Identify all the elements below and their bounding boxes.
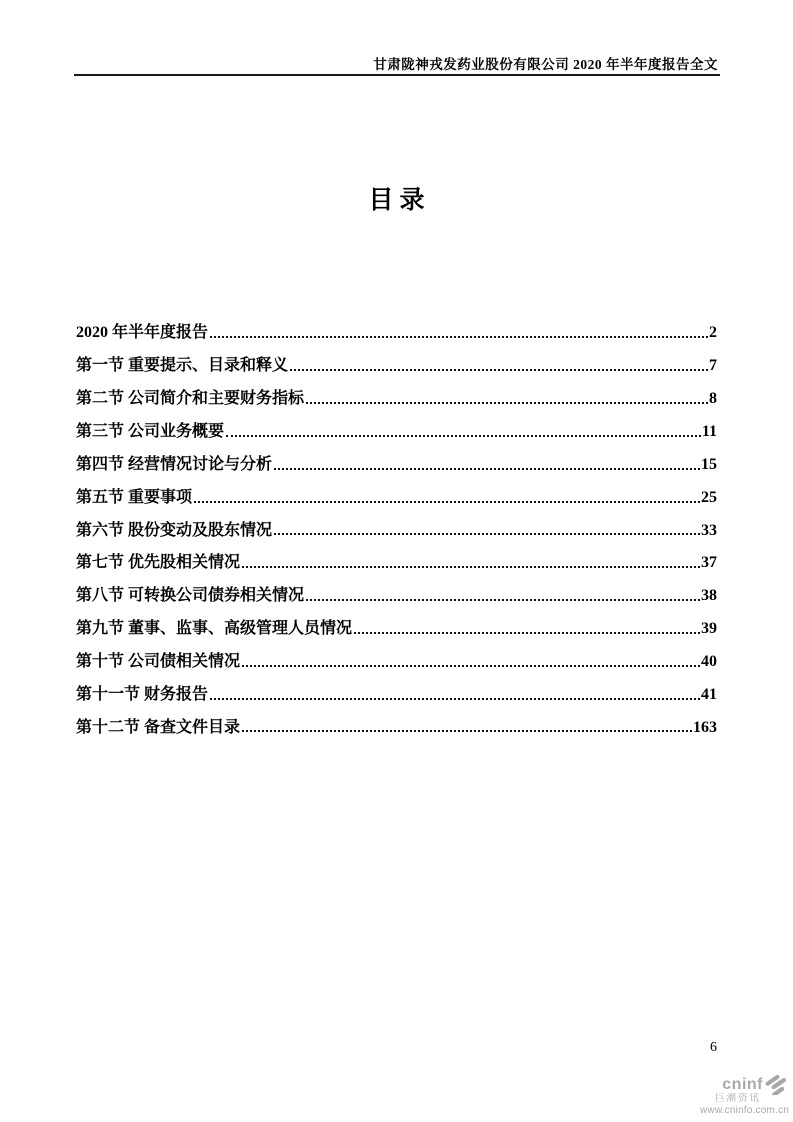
toc-entry-page: 8: [709, 390, 717, 408]
toc-entry-page: 25: [701, 488, 717, 506]
toc-leader-dots: [242, 665, 700, 667]
footer-page-number: 6: [710, 1040, 717, 1055]
toc-entry-label: 第五节 重要事项: [76, 488, 193, 506]
toc-entry-page: 39: [701, 620, 717, 638]
cninfo-logo-top: [693, 1075, 789, 1095]
toc-leader-dots: [242, 566, 700, 568]
toc-entry-label: 第八节 可转换公司债券相关情况: [76, 587, 305, 605]
toc-leader-dots: [274, 533, 700, 535]
toc-leader-dots: [306, 402, 708, 404]
toc-entry-label: 2020 年半年度报告: [76, 324, 209, 342]
toc-entry-page: 33: [701, 521, 717, 539]
toc-entry-page: 2: [709, 324, 717, 342]
cninfo-swirl-icon: [765, 1075, 789, 1095]
toc-entry-page: 7: [709, 357, 717, 375]
toc-entry-label: 第九节 董事、监事、高级管理人员情况: [76, 620, 353, 638]
page-title: 目录: [368, 187, 431, 214]
toc-row[interactable]: [76, 376, 717, 409]
toc-leader-dots: [242, 730, 692, 732]
toc-leader-dots: [290, 369, 708, 371]
toc-entry-page: 37: [701, 554, 717, 572]
toc-row[interactable]: [76, 409, 717, 442]
toc-entry-page: 163: [693, 718, 717, 736]
toc-entry-label: 第四节 经营情况讨论与分析: [76, 455, 273, 473]
toc-entry-page: 38: [701, 587, 717, 605]
toc-entry-page: 41: [701, 685, 717, 703]
toc-row[interactable]: [76, 638, 717, 671]
toc-leader-dots: [210, 336, 708, 338]
toc-leader-dots: [194, 501, 700, 503]
toc-entry-label: 第三节 公司业务概要: [76, 422, 225, 440]
toc-entry-label: 第二节 公司简介和主要财务指标: [76, 390, 305, 408]
toc-leader-dots: [226, 435, 701, 437]
toc-entry-label: 第七节 优先股相关情况: [76, 554, 241, 572]
toc-row[interactable]: [76, 441, 717, 474]
toc-row[interactable]: [76, 671, 717, 704]
header-divider: [74, 74, 720, 76]
running-header: 甘肃陇神戎发药业股份有限公司 2020 年半年度报告全文: [373, 57, 718, 72]
cninfo-brand-text: cninf: [722, 1076, 763, 1093]
toc-entry-label: 第十二节 备查文件目录: [76, 718, 241, 736]
cninfo-logo: [693, 1075, 789, 1117]
toc-entry-label: 第十一节 财务报告: [76, 685, 209, 703]
toc-row[interactable]: [76, 474, 717, 507]
toc-entry-page: 11: [701, 422, 717, 440]
cninfo-url: www.cninfo.com.cn: [700, 1105, 789, 1116]
toc-row[interactable]: [76, 540, 717, 573]
toc-entry-label: 第六节 股份变动及股东情况: [76, 521, 273, 539]
toc-leader-dots: [274, 468, 700, 470]
toc-row[interactable]: [76, 507, 717, 540]
cninfo-brand-chinese: 巨潮资讯: [714, 1093, 761, 1104]
toc-leader-dots: [354, 632, 700, 634]
toc-entry-label: 第一节 重要提示、目录和释义: [76, 357, 289, 375]
toc-entry-page: 15: [701, 455, 717, 473]
toc-list: [76, 310, 717, 737]
toc-leader-dots: [306, 599, 700, 601]
toc-row[interactable]: [76, 310, 717, 343]
toc-entry-page: 40: [701, 652, 717, 670]
toc-row[interactable]: [76, 704, 717, 737]
toc-row[interactable]: [76, 343, 717, 376]
toc-leader-dots: [210, 698, 700, 700]
toc-row[interactable]: [76, 606, 717, 639]
toc-row[interactable]: [76, 573, 717, 606]
toc-entry-label: 第十节 公司债相关情况: [76, 652, 241, 670]
